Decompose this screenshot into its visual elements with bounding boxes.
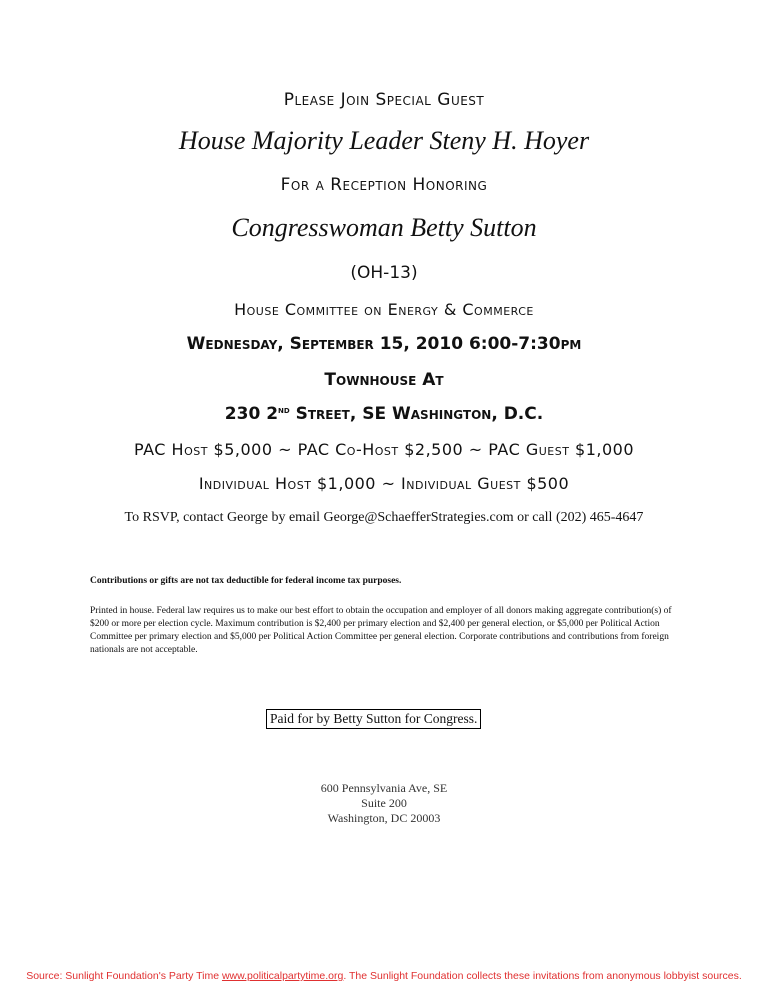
venue-line: Townhouse At — [324, 370, 444, 390]
reception-honoring-line: For a Reception Honoring — [280, 175, 488, 195]
address-ordinal: nd — [278, 405, 290, 416]
district-label: (OH-13) — [350, 263, 418, 283]
paid-for-notice: Paid for by Betty Sutton for Congress. — [266, 709, 481, 729]
footer-suffix: . The Sunlight Foundation collects these invitations from anonymous lobbyist sources. — [343, 970, 742, 982]
please-join-line: Please Join Special Guest — [283, 90, 485, 110]
tax-disclaimer: Contributions or gifts are not tax deductible for federal income tax purposes. — [90, 576, 402, 586]
address-number: 230 2 — [224, 404, 279, 424]
pac-contribution-levels: PAC Host $5,000 ~ PAC Co-Host $2,500 ~ PAC Guest $1,000 — [134, 440, 634, 459]
honoree-name: Congresswoman Betty Sutton — [231, 213, 537, 242]
address-street: Street, SE Washington, D.C. — [289, 404, 544, 424]
rsvp-line: To RSVP, contact George by email George@SchaefferStrategies.com or call (202) 465-4647 — [124, 510, 644, 525]
individual-contribution-levels: Individual Host $1,000 ~ Individual Guest $500 — [198, 474, 570, 493]
event-address — [0, 404, 768, 424]
mailing-address — [0, 781, 768, 826]
source-footer — [0, 970, 768, 982]
event-datetime: Wednesday, September 15, 2010 6:00-7:30pm — [186, 334, 582, 354]
address-line-2: Suite 200 — [361, 796, 407, 810]
address-line-3: Washington, DC 20003 — [327, 811, 441, 825]
special-guest-name: House Majority Leader Steny H. Hoyer — [178, 126, 590, 155]
committee-line: House Committee on Energy & Commerce — [234, 300, 534, 319]
legal-disclaimer: Printed in house. Federal law requires us to make our best effort to obtain the occupation and employer of all donors making aggregate contribution(s) of $200 or more per election cycle. Maximum contribution is $2,400 per primary election and $2,400 per general election, or $5,000 per Political Action Committee per primary election and $5,000 per Political Action Committee per general election. Corporate contributions and contributions from foreign nationals are not acceptable. — [90, 606, 672, 655]
footer-prefix: Source: Sunlight Foundation's Party Time — [26, 970, 222, 982]
address-line-1: 600 Pennsylvania Ave, SE — [320, 781, 448, 795]
party-time-link[interactable]: www.politicalpartytime.org — [221, 970, 344, 982]
